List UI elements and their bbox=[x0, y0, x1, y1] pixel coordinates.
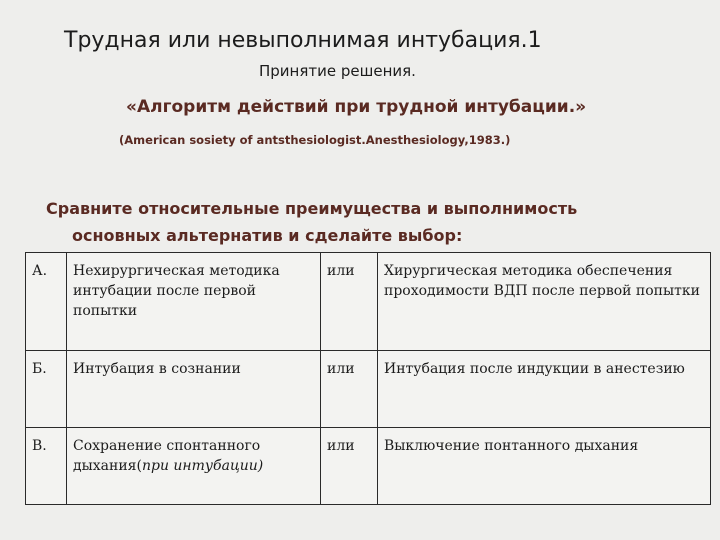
table-row bbox=[26, 428, 711, 505]
option-left bbox=[67, 428, 321, 505]
option-left bbox=[67, 253, 321, 351]
table-row bbox=[26, 253, 711, 351]
reference-citation: (American sosiety of antsthesiologist.Anesthesiology,1983.) bbox=[119, 133, 511, 147]
option-left-note: при интубации) bbox=[141, 458, 264, 474]
option-right: Интубация после индукции в анестезию bbox=[378, 351, 711, 428]
or-label: или bbox=[321, 351, 378, 428]
slide-title: Трудная или невыполнимая интубация.1 bbox=[64, 28, 542, 53]
or-label: или bbox=[321, 253, 378, 351]
table-row bbox=[26, 351, 711, 428]
instruction-text bbox=[46, 195, 686, 249]
row-letter: А. bbox=[26, 253, 67, 351]
option-left-text: Интубация в сознании bbox=[73, 361, 241, 377]
row-letter: В. bbox=[26, 428, 67, 505]
option-left-text: Сохранение спонтанного дыхания( bbox=[73, 438, 261, 474]
option-right: Выключение понтанного дыхания bbox=[378, 428, 711, 505]
option-left bbox=[67, 351, 321, 428]
instruction-line-2: основных альтернатив и сделайте выбор: bbox=[72, 226, 463, 245]
row-letter: Б. bbox=[26, 351, 67, 428]
algorithm-heading: «Алгоритм действий при трудной интубации.» bbox=[126, 97, 587, 117]
instruction-line-1: Сравните относительные преимущества и выполнимость bbox=[46, 199, 578, 218]
option-left-text: Нехирургическая методика интубации после первой попытки bbox=[73, 263, 280, 319]
or-label: или bbox=[321, 428, 378, 505]
slide-subtitle: Принятие решения. bbox=[259, 62, 416, 80]
alternatives-table bbox=[25, 252, 711, 505]
option-right: Хирургическая методика обеспечения проходимости ВДП после первой попытки bbox=[378, 253, 711, 351]
